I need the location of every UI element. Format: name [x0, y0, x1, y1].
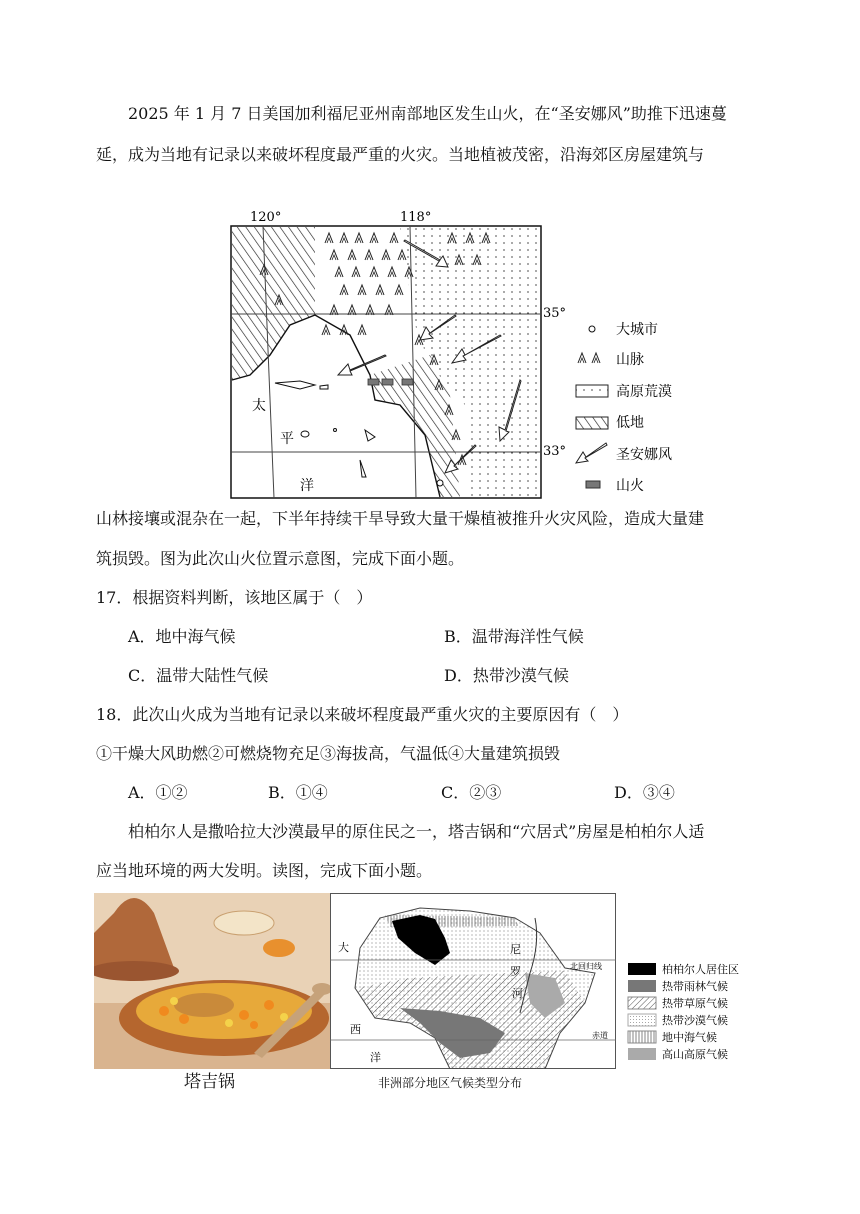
legend-fire: 山火 [616, 478, 644, 494]
legend-lowland: 低地 [616, 415, 644, 431]
q17-option-d[interactable]: D．热带沙漠气候 [444, 666, 569, 685]
intro2-line-2: 应当地环境的两大发明。读图，完成下面小题。 [96, 861, 433, 880]
q18-option-c[interactable]: C．②③ [441, 783, 502, 802]
q18-stem: 18．此次山火成为当地有记录以来破坏程度最严重火灾的主要原因有（ ） [96, 705, 629, 724]
q17-option-a[interactable]: A．地中海气候 [128, 627, 236, 646]
lon-118-label: 118° [400, 210, 432, 225]
africa-climate-map [330, 893, 616, 1069]
intro-line-4: 筑损毁。图为此次山火位置示意图，完成下面小题。 [96, 549, 465, 568]
wildfire-location-map [230, 205, 690, 505]
q18-option-a[interactable]: A．①② [128, 783, 188, 802]
tajine-photo [94, 893, 330, 1069]
legend-city: 大城市 [616, 322, 658, 338]
ocean-char-2: 平 [280, 431, 294, 447]
q18-option-d[interactable]: D．③④ [614, 783, 675, 802]
q17-stem: 17．根据资料判断，该地区属于（ ） [96, 588, 373, 607]
ocean-char-3: 洋 [300, 478, 314, 494]
africa-map-legend [626, 958, 786, 1068]
map1-legend [576, 321, 672, 494]
lat-35-label: 35° [543, 306, 567, 321]
intro-line-1: 2025 年 1 月 7 日美国加利福尼亚州南部地区发生山火，在“圣安娜风”助推下迅速蔓 [128, 104, 727, 123]
equator-label: 赤道 [592, 1031, 608, 1040]
tropic-label: 北回归线 [570, 962, 602, 971]
intro-line-3: 山林接壤或混杂在一起，下半年持续干旱导致大量干燥植被推升火灾风险，造成大量建 [96, 509, 705, 528]
intro-line-2: 延，成为当地有记录以来破坏程度最严重的火灾。当地植被茂密，沿海郊区房屋建筑与 [96, 145, 705, 164]
legend-desert: 高原荒漠 [616, 384, 672, 400]
tajine-caption: 塔吉锅 [184, 1072, 235, 1092]
ocean-label-2: 西 [350, 1023, 361, 1036]
nile-label-2: 罗 [510, 965, 521, 978]
q17-option-c[interactable]: C．温带大陆性气候 [128, 666, 269, 685]
ocean-label-3: 洋 [370, 1051, 381, 1064]
legend-savanna: 热带草原气候 [662, 997, 728, 1010]
ocean-char-1: 太 [252, 398, 266, 414]
legend-mediterranean: 地中海气候 [662, 1031, 717, 1044]
nile-label-3: 河 [512, 987, 523, 1000]
ocean-label-1: 大 [338, 941, 349, 954]
africa-map-caption: 非洲部分地区气候类型分布 [378, 1076, 523, 1090]
legend-berber: 柏柏尔人居住区 [662, 963, 739, 976]
legend-desert-climate: 热带沙漠气候 [662, 1014, 728, 1027]
lon-120-label: 120° [250, 210, 282, 225]
legend-wind: 圣安娜风 [616, 447, 672, 463]
q18-option-b[interactable]: B．①④ [268, 783, 328, 802]
legend-highland: 高山高原气候 [662, 1048, 728, 1061]
lat-33-label: 33° [543, 444, 567, 459]
q18-items: ①干燥大风助燃②可燃烧物充足③海拔高，气温低④大量建筑损毁 [96, 744, 561, 763]
legend-rainforest: 热带雨林气候 [662, 980, 728, 993]
nile-label-1: 尼 [510, 943, 521, 956]
intro2-line-1: 柏柏尔人是撒哈拉大沙漠最早的原住民之一，塔吉锅和“穴居式”房屋是柏柏尔人适 [128, 822, 705, 841]
q17-option-b[interactable]: B．温带海洋性气候 [444, 627, 584, 646]
legend-mountain: 山脉 [616, 352, 644, 368]
